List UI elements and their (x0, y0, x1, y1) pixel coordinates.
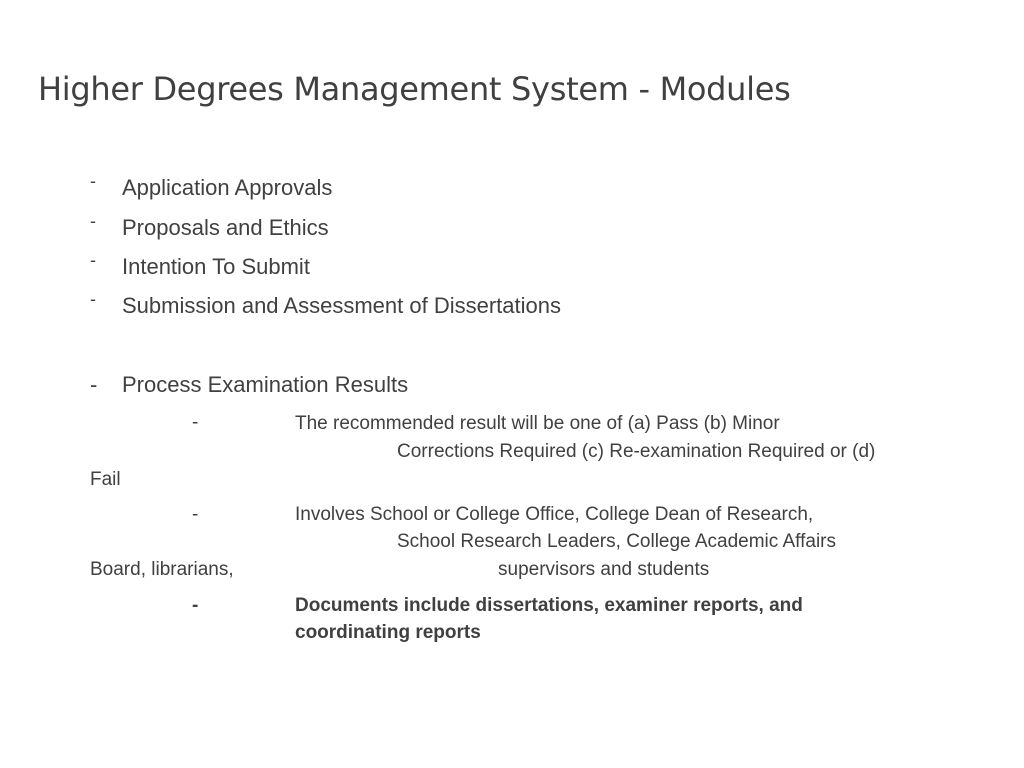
bullet-marker: - (90, 250, 96, 270)
bullet-marker: - (90, 372, 98, 397)
bullet-text: Process Examination Results (122, 372, 409, 397)
sub-bullet-line: Fail (90, 469, 121, 490)
bullet-marker: - (90, 171, 96, 191)
sub-bullet-line: Corrections Required (c) Re-examination Required or (d) (397, 441, 876, 462)
bullet-text: Intention To Submit (122, 254, 310, 279)
sub-bullet-marker: - (192, 504, 199, 525)
sub-bullet-line: supervisors and students (498, 559, 710, 580)
slide-title: Higher Degrees Management System - Modules (38, 70, 791, 108)
sub-bullet-line: School Research Leaders, College Academic Affairs (397, 531, 837, 552)
sub-bullet-marker: - (192, 412, 199, 433)
sub-bullet-line: coordinating reports (295, 622, 481, 643)
bullet-text: Proposals and Ethics (122, 215, 329, 240)
bullet-text: Application Approvals (122, 175, 333, 200)
bullet-marker: - (90, 211, 96, 231)
sub-bullet-line: Involves School or College Office, College Dean of Research, (295, 504, 814, 525)
bullet-text: Submission and Assessment of Dissertations (122, 293, 561, 318)
sub-bullet-line: The recommended result will be one of (a) Pass (b) Minor (295, 413, 780, 434)
sub-bullet-line: Board, librarians, (90, 559, 234, 580)
sub-bullet-line: Documents include dissertations, examiner reports, and (295, 595, 803, 616)
bullet-marker: - (90, 289, 96, 309)
sub-bullet-marker: - (192, 595, 199, 616)
